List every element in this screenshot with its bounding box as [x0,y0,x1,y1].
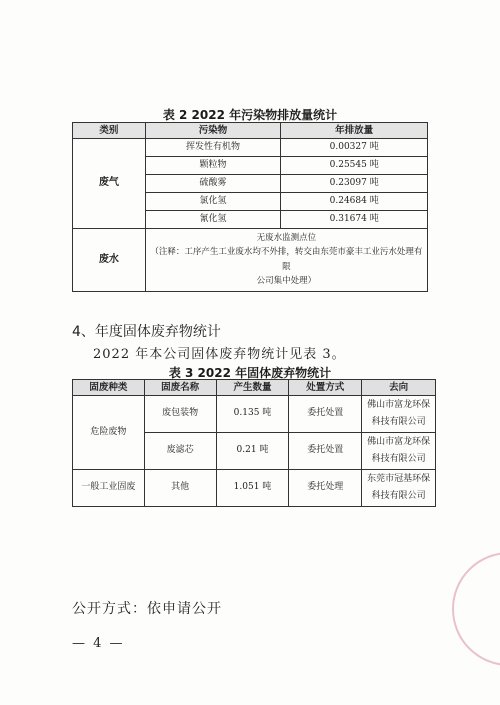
category-hazardous: 危险废物 [73,396,145,470]
table-header-row [73,380,436,396]
table-row [73,139,428,157]
quantity-cell: 0.21 吨 [216,433,289,470]
pollutant-cell: 氰化氢 [145,211,281,229]
table-row [73,470,436,507]
header-pollutant: 污染物 [145,123,281,139]
destination-cell [362,433,436,470]
destination-cell [362,470,436,507]
header-waste-type: 固废种类 [73,380,145,396]
header-disposal-method: 处置方式 [289,380,362,396]
method-cell: 委托处置 [289,396,362,433]
official-seal-icon [452,552,500,666]
waste-water-note [145,229,427,292]
table2-caption: 表 2 2022 年污染物排放量统计 [162,108,338,122]
header-category: 类别 [73,123,146,139]
header-waste-name: 固废名称 [144,380,216,396]
waste-water-line: （注释：工序产生工业废水均不外排，转交由东莞市豪丰工业污水处理有限 [150,247,423,272]
destination-line: 科技有限公司 [371,491,426,501]
disclosure-method: 公开方式：依申请公开 [72,601,222,617]
header-annual-emission: 年排放量 [281,123,428,139]
solid-waste-table [72,379,436,507]
destination-line: 佛山市富龙环保 [367,436,431,447]
table-header-row [73,123,428,139]
amount-cell: 0.23097 吨 [281,175,428,193]
waste-name-cell: 废包装物 [144,396,216,433]
destination-line: 佛山市富龙环保 [367,399,431,410]
destination-line: 东莞市冠基环保 [367,473,431,484]
amount-cell: 0.24684 吨 [281,193,428,211]
pollutant-cell: 挥发性有机物 [145,139,281,157]
quantity-cell: 0.135 吨 [216,396,289,433]
method-cell: 委托处理 [289,470,362,507]
waste-water-line: 无废水监测点位 [256,233,317,243]
pollutant-cell: 硫酸雾 [145,175,281,193]
destination-line: 科技有限公司 [371,417,426,427]
amount-cell: 0.31674 吨 [281,211,428,229]
pollutant-cell: 颗粒物 [145,157,281,175]
amount-cell: 0.00327 吨 [281,139,428,157]
header-quantity: 产生数量 [216,380,289,396]
section-heading: 4、年度固体废弃物统计 [72,324,221,340]
pollutant-emission-table [72,122,428,292]
section-paragraph: 2022 年本公司固体废弃物统计见表 3。 [93,347,346,362]
header-destination: 去向 [362,380,436,396]
amount-cell: 0.25545 吨 [281,157,428,175]
category-waste-gas: 废气 [73,139,146,229]
destination-line: 科技有限公司 [371,454,426,464]
table-row [73,229,428,292]
quantity-cell: 1.051 吨 [216,470,289,507]
category-general-industrial: 一般工业固废 [73,470,145,507]
table-row [73,396,436,433]
category-waste-water: 废水 [73,229,146,292]
waste-water-line: 公司集中处理） [256,276,317,287]
pollutant-cell: 氯化氢 [145,193,281,211]
waste-name-cell: 其他 [144,470,216,507]
page-number: — 4 — [72,636,125,651]
destination-cell [362,396,436,433]
method-cell: 委托处置 [289,433,362,470]
table3-caption: 表 3 2022 年固体废弃物统计 [168,366,332,380]
waste-name-cell: 废滤芯 [144,433,216,470]
